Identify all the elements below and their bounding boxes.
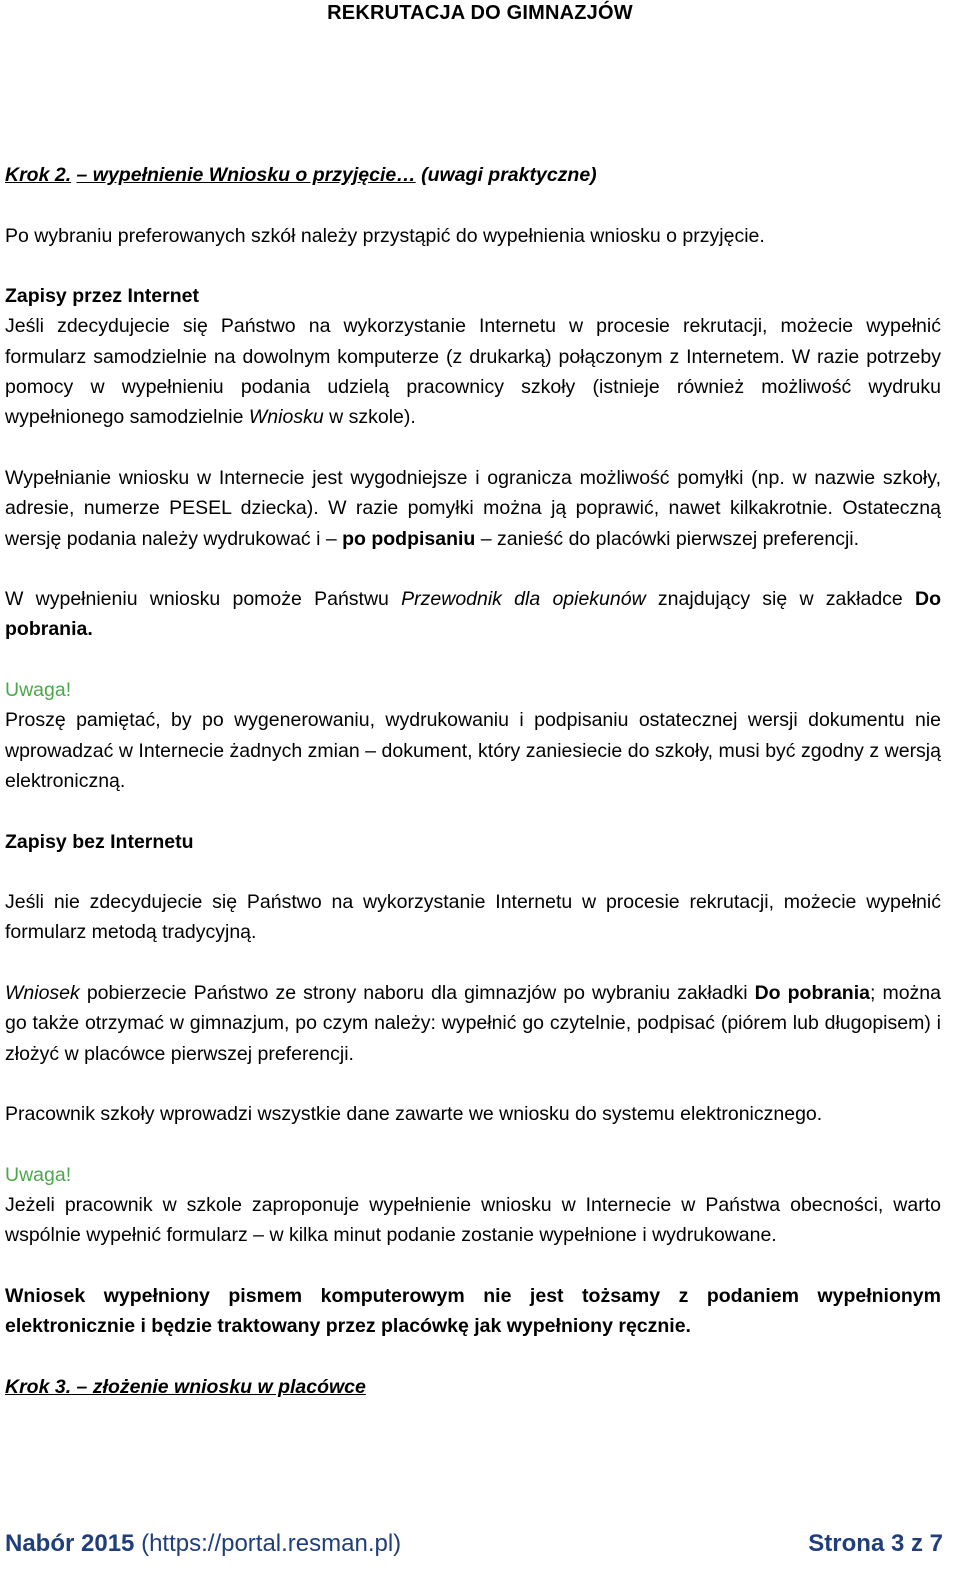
krok-2-title: – wypełnienie Wniosku o przyjęcie… xyxy=(76,164,416,186)
krok-2-note: (uwagi praktyczne) xyxy=(421,164,597,186)
internet-paragraph-2 xyxy=(5,463,941,554)
internet-p2-text-a: Wypełnianie wniosku w Internecie jest wygodniejsze i ogranicza możliwość pomyłki (np. w nazwie szkoły, adresie, numerze PESEL dziecka). W razie pomyłki można ją poprawić, nawet kilkakrotnie. Ostateczną wersję podania należy wydrukować i xyxy=(5,466,941,550)
krok-3-label: Krok 3. xyxy=(5,1375,72,1398)
page-footer xyxy=(5,1530,943,1558)
offline-p2-bold: Do pobrania xyxy=(754,982,870,1005)
offline-uwaga-label: Uwaga! xyxy=(5,1163,72,1186)
internet-paragraph-1 xyxy=(5,311,941,432)
footer-left xyxy=(5,1530,401,1558)
internet-p2-dash-1: – xyxy=(325,527,337,550)
page-header-title: REKRUTACJA DO GIMNAZJÓW xyxy=(327,2,633,24)
intro-paragraph: Po wybraniu preferowanych szkół należy przystąpić do wypełnienia wniosku o przyjęcie. xyxy=(5,224,765,247)
offline-paragraph-1: Jeśli nie zdecydujecie się Państwo na wykorzystanie Internetu w procesie rekrutacji, możecie wypełnić formularz metodą tradycyjną. xyxy=(5,891,941,944)
internet-p3-text-a: W wypełnieniu wniosku pomoże Państwu xyxy=(5,588,402,611)
offline-p2-italic: Wniosek xyxy=(5,982,80,1005)
internet-p3-text-b: znajdujący się w zakładce xyxy=(645,588,916,611)
krok-3-title: – złożenie wniosku w placówce xyxy=(76,1375,366,1398)
document-body xyxy=(5,160,941,1402)
footer-page-number: Strona 3 z 7 xyxy=(808,1530,943,1557)
offline-p2-text-a: pobierzecie Państwo ze strony naboru dla gimnazjów po wybraniu zakładki xyxy=(79,982,755,1005)
footer-url: (https://portal.resman.pl) xyxy=(141,1530,402,1557)
offline-heading: Zapisy bez Internetu xyxy=(5,830,194,853)
internet-p1-text-a: Jeśli zdecydujecie się Państwo na wykorzystanie Internetu w procesie rekrutacji, możecie wypełnić formularz samodzielnie na dowolnym komputerze (z drukarką) połączonym z Internetem. W razie potrzeby pomocy w wypełnieniu podania udzielą pracownicy szkoły (istnieje również możliwość wydruku wypełnionego samodzielnie xyxy=(5,315,941,429)
krok-3-heading xyxy=(5,1372,941,1402)
internet-p2-bold: po podpisaniu xyxy=(342,527,476,550)
offline-paragraph-2 xyxy=(5,978,941,1069)
internet-heading: Zapisy przez Internet xyxy=(5,285,199,308)
footer-brand: Nabór 2015 xyxy=(5,1530,135,1557)
offline-p2-text-b: ; można go także otrzymać w gimnazjum, po czym należy: wypełnić go czytelnie, podpisać (piórem lub długopisem) i złożyć w placówce pierwszej preferencji. xyxy=(5,982,941,1065)
offline-bold-note: Wniosek wypełniony pismem komputerowym nie jest tożsamy z podaniem wypełnionym elektronicznie i będzie traktowany przez placówkę jak wypełniony ręcznie. xyxy=(5,1284,941,1338)
internet-p1-italic: Wniosku xyxy=(248,406,324,429)
internet-uwaga-label: Uwaga! xyxy=(5,679,72,702)
internet-p1-text-b: w szkole). xyxy=(323,406,416,429)
internet-uwaga-text: Proszę pamiętać, by po wygenerowaniu, wydrukowaniu i podpisaniu ostatecznej wersji dokumentu nie wprowadzać w Internecie żadnych zmian – dokument, który zaniesiecie do szkoły, musi być zgodny z wersją elektroniczną. xyxy=(5,709,941,792)
internet-paragraph-3 xyxy=(5,584,941,645)
internet-p3-bold: Do pobrania. xyxy=(5,588,942,641)
krok-2-label: Krok 2. xyxy=(5,164,72,186)
offline-uwaga-text: Jeżeli pracownik w szkole zaproponuje wypełnienie wniosku w Internecie w Państwa obecności, warto wspólnie wypełnić formularz – w kilka minut podanie zostanie wypełnione i wydrukowane. xyxy=(5,1194,941,1247)
internet-p3-italic: Przewodnik dla opiekunów xyxy=(401,588,646,611)
krok-2-heading xyxy=(5,160,941,190)
internet-p2-text-b: zanieść do placówki pierwszej preferencji. xyxy=(491,527,860,550)
offline-paragraph-3: Pracownik szkoły wprowadzi wszystkie dane zawarte we wniosku do systemu elektronicznego. xyxy=(5,1103,823,1126)
internet-p2-dash-2: – xyxy=(480,527,492,550)
